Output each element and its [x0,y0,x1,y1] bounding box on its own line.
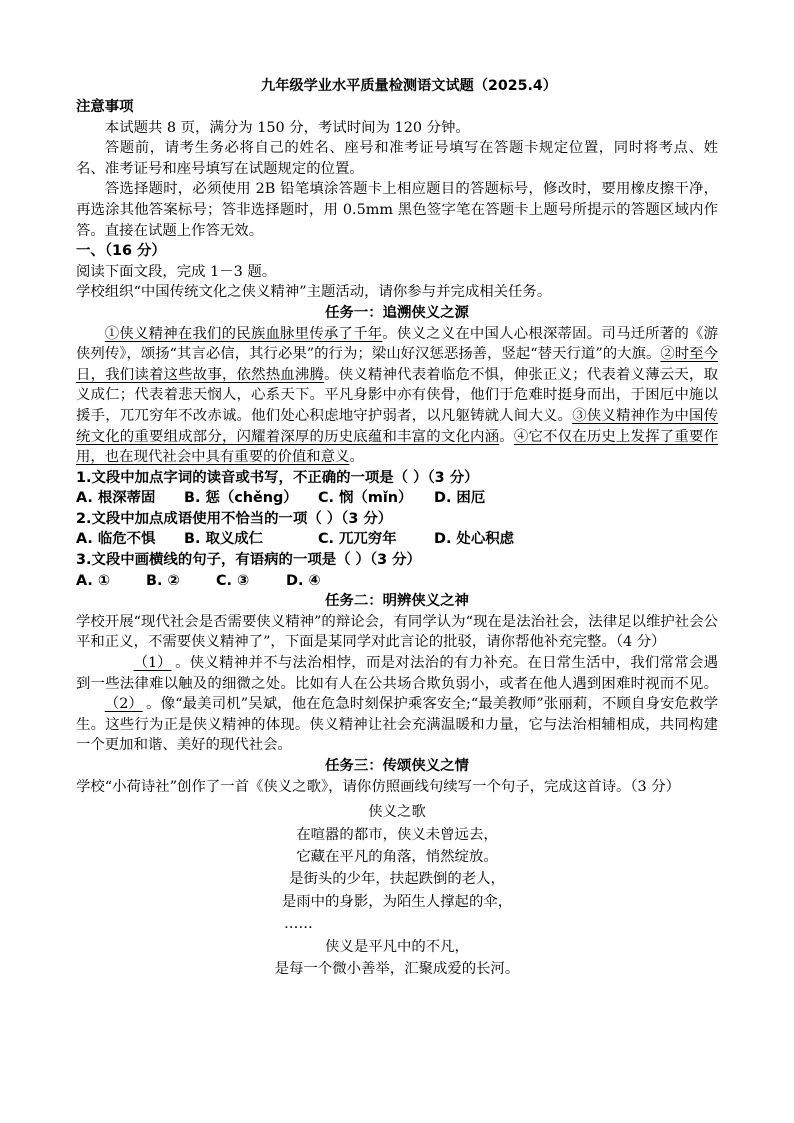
option-d: D. 处心积虑 [434,531,514,548]
passage-text: 。 [349,449,364,466]
option-b: B. 惩（chěng） [184,490,298,507]
option-a: A. ① [76,572,111,589]
task2-text: 。侠义精神并不与法治相悖，而是对法治的有力补充。在日常生活中，我们常常会遇到一些法律难以触及的细微之处。比如有人在公共场合欺负弱小，或者在他人遇到困难时视而不见。 [76,655,718,692]
option-d: D. 困厄 [434,490,486,507]
option-a: A. 临危不惧 [76,531,156,548]
question-2: 2.文段中加点成语使用不恰当的一项（ ）（3 分） [76,510,393,527]
question-1-options [76,488,718,509]
question-1: 1.文段中加点字词的读音或书写，不正确的一项是（ ）（3 分） [76,469,479,486]
notice-heading: 注意事项 [76,99,134,115]
poem-line: 在喧嚣的都市，侠义未曾远去， [296,826,498,843]
option-b: B. 取义成仁 [184,531,264,548]
passage-text: 。侠义之义在中国人心根深蒂固。司马迁所著的《游侠列传》，颂扬“其言必信，其行必果”的行为；梁山好汉惩恶扬善，竖起“替天行道”的大旗。 [76,325,718,363]
section-instruction: 阅读下面文段，完成 1－3 题。 [76,263,277,280]
poem-ellipsis: …… [284,916,313,933]
underlined-sentence-3: ③侠义精神作为中国传统文化的重要组成部分，闪耀着深厚的历史底蕴和丰富的文化内涵 [76,407,718,445]
task2-title: 任务二：明辨侠义之神 [325,593,469,610]
passage-text: 。侠义精神代表着临危不惧，伸张正义；代表着义薄云天，取义成仁；代表着悲天悯人，心系天下。平凡身影中亦有侠骨，他们于危难时挺身而出，于困厄中施以援手，兀兀穷年不改赤诚。他们处心积虑地守护弱者，以凡躯铸就人间大义。 [76,366,718,424]
option-c: C. 悯（mǐn） [318,490,413,507]
task3-title: 任务三：传颂侠义之情 [325,758,469,774]
task3-intro: 学校“小荷诗社”创作了一首《侠义之歌》，请你仿照画线句续写一个句子，完成这首诗。（3 分） [76,778,681,795]
poem-line: 是雨中的身影，为陌生人撑起的伞， [281,893,513,910]
section-intro: 学校组织“中国传统文化之侠义精神”主题活动，请你参与并完成相关任务。 [76,284,552,301]
answer-blank-2[interactable]: （2） [104,696,143,713]
question-2-options [76,529,718,550]
task2-text: 。像“最美司机”吴斌，他在危急时刻保护乘客安全;“最美教师”张丽莉，不顾自身安危救学生。这些行为正是侠义精神的体现。侠义精神让社会充满温暖和力量，它与法治相辅相成，共同构建一个更加和谐、美好的现代社会。 [76,696,718,754]
question-3: 3.文段中画横线的句子，有语病的一项是（ ）（3 分） [76,552,421,569]
poem-line: 是街头的少年，扶起跌倒的老人， [289,871,505,888]
option-c: C. 兀兀穷年 [318,531,397,548]
passage [76,324,718,468]
passage-text: 。 [499,428,514,445]
notice-item: 答题前，请考生务必将自己的姓名、座号和准考证号填写在答题卡规定位置，同时将考点、姓名、准考证号和座号填写在试题规定的位置。 [76,140,718,177]
underlined-sentence-4: ④它不仅在历史上发挥了重要作用，也在现代社会中具有重要的价值和意义 [76,428,718,466]
underlined-sentence-2: ②时至今日，我们读着这些故事，依然热血沸腾 [76,346,718,383]
poem-line: 是每一个微小善举，汇聚成爱的长河。 [274,961,520,978]
option-b: B. ② [146,572,180,589]
option-a: A. 根深蒂固 [76,490,156,507]
section-heading: 一、（16 分） [76,243,166,260]
underlined-sentence-1: ①侠义精神在我们的民族血脉里传承了千年 [104,325,383,342]
exam-page [76,76,718,980]
task1-title: 任务一：追溯侠义之源 [325,304,469,321]
poem-line: 侠义是平凡中的不凡， [325,938,469,955]
notice-item: 本试题共 8 页，满分为 150 分，考试时间为 120 分钟。 [104,119,470,136]
option-c: C. ③ [216,572,250,589]
answer-blank-1[interactable]: （1） [133,655,172,672]
option-d: D. ④ [286,572,321,589]
poem-line: 它藏在平凡的角落，悄然绽放。 [296,849,498,865]
task2-intro: 学校开展“现代社会是否需要侠义精神”的辩论会，有同学认为“现在是法治社会，法律足以维护社会公平和正义，不需要侠义精神了”，下面是某同学对此言论的批驳，请你帮他补充完整。（4 分） [76,613,718,651]
notice-item: 答选择题时，必须使用 2B 铅笔填涂答题卡上相应题目的答题标号，修改时，要用橡皮擦干净，再选涂其他答案标号；答非选择题时，用 0.5mm 黑色签字笔在答题卡上题号所提示的答题区域内作答。直接在试题上作答无效。 [76,181,718,239]
poem-title: 侠义之歌 [368,804,426,821]
task2-paragraph [76,653,718,756]
page-title: 九年级学业水平质量检测语文试题（2025.4） [261,78,557,94]
poem [76,801,718,980]
question-3-options [76,571,718,592]
